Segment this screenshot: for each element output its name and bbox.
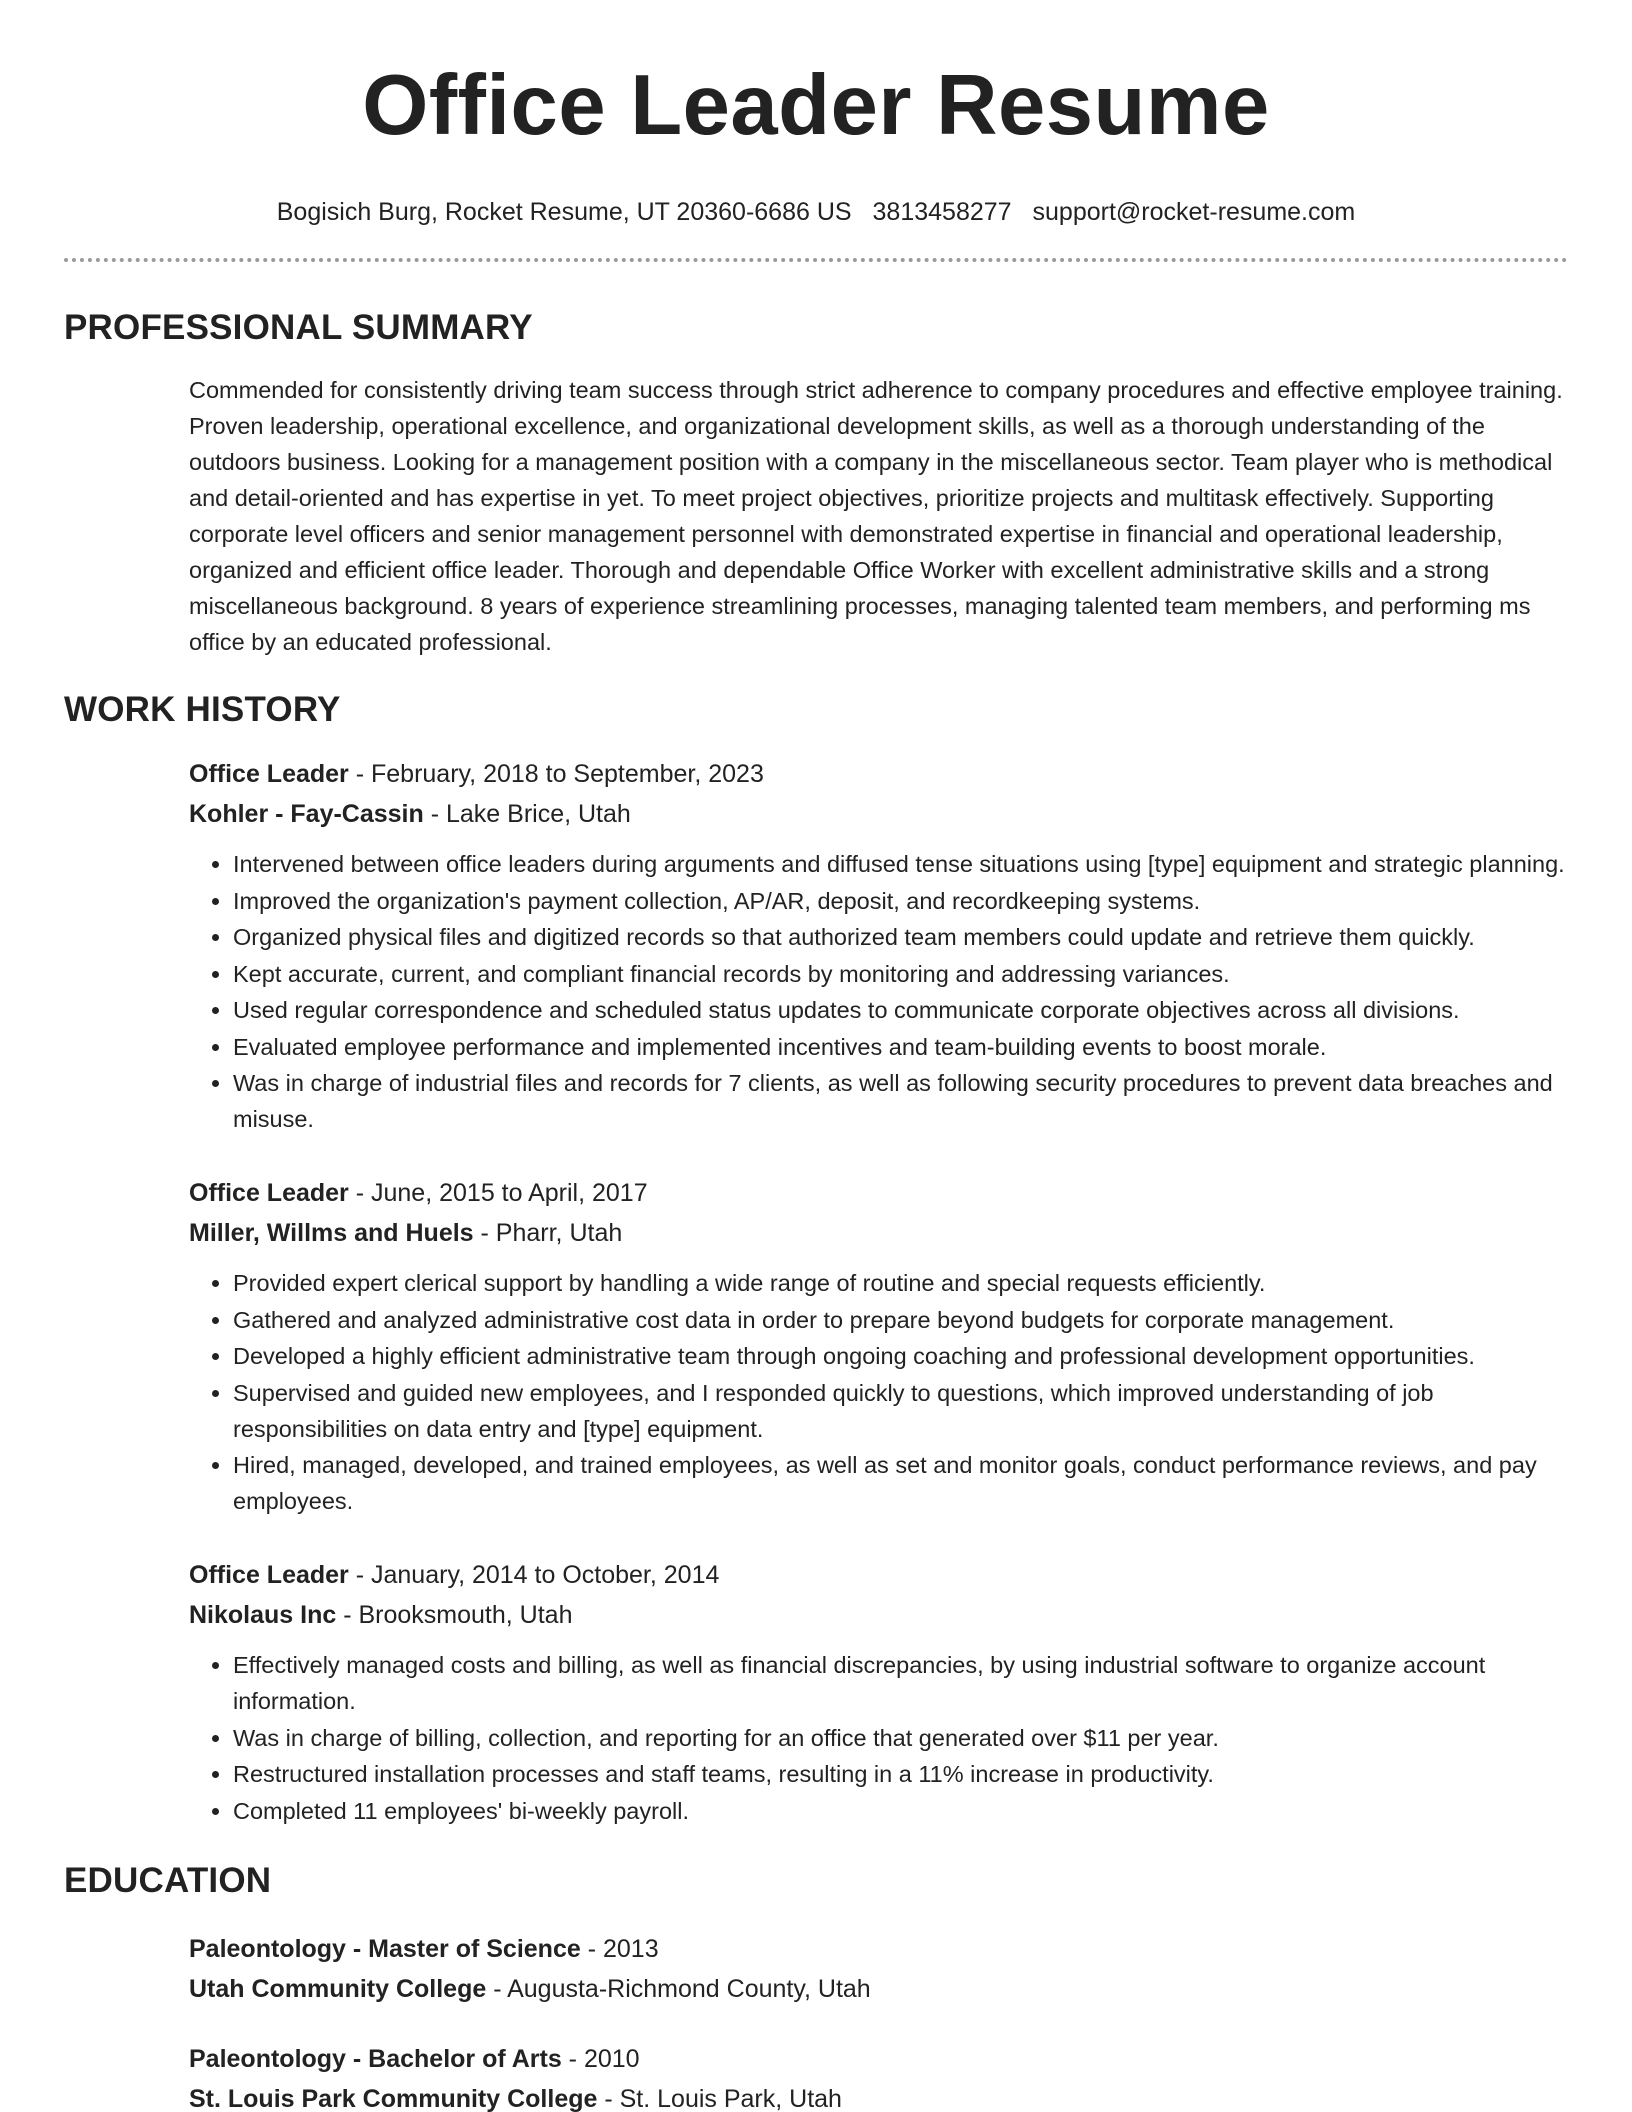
job-bullet: • Evaluated employee performance and implemented incentives and team-building events to boost morale.	[233, 1029, 1568, 1065]
job-bullet: • Improved the organization's payment collection, AP/AR, deposit, and recordkeeping systems.	[233, 883, 1568, 919]
job-bullets	[189, 1265, 1568, 1519]
contact-line	[64, 196, 1568, 228]
job-company-line	[189, 1213, 1568, 1253]
job-bullet: • Gathered and analyzed administrative cost data in order to prepare beyond budgets for corporate management.	[233, 1302, 1568, 1338]
work-history-heading: WORK HISTORY	[64, 690, 341, 729]
job-bullet: • Restructured installation processes and staff teams, resulting in a 11% increase in productivity.	[233, 1756, 1568, 1792]
header-divider	[64, 258, 1568, 262]
job-dates: - June, 2015 to April, 2017	[348, 1179, 648, 1207]
education-location: - Augusta-Richmond County, Utah	[486, 1974, 871, 2003]
job-bullet: • Was in charge of industrial files and records for 7 clients, as well as following security procedures to prevent data breaches and misuse.	[233, 1065, 1568, 1137]
education-year: - 2010	[561, 2044, 640, 2073]
job-title-line	[189, 1555, 1568, 1595]
job-title-line	[189, 754, 1568, 794]
job-bullet: • Was in charge of billing, collection, and reporting for an office that generated over $11 per year.	[233, 1720, 1568, 1756]
job-dates: - January, 2014 to October, 2014	[348, 1561, 720, 1589]
education-school: St. Louis Park Community College	[189, 2084, 598, 2112]
contact-email: support@rocket-resume.com	[1032, 198, 1356, 226]
job-company-line	[189, 1595, 1568, 1635]
education-degree: Paleontology - Bachelor of Arts	[189, 2044, 562, 2073]
job-bullet: • Hired, managed, developed, and trained employees, as well as set and monitor goals, conduct performance reviews, and pay employees.	[233, 1447, 1568, 1519]
job-title: Office Leader	[189, 760, 349, 788]
job-bullet: • Used regular correspondence and scheduled status updates to communicate corporate objectives across all divisions.	[233, 992, 1568, 1028]
job-bullet: • Effectively managed costs and billing, as well as financial discrepancies, by using industrial software to organize account information.	[233, 1647, 1568, 1719]
education-school-line	[189, 1969, 1568, 2009]
job-location: - Pharr, Utah	[473, 1219, 623, 1247]
education-list	[189, 1929, 1568, 2112]
job-bullet: • Developed a highly efficient administrative team through ongoing coaching and professional development opportunities.	[233, 1338, 1568, 1374]
summary-heading: PROFESSIONAL SUMMARY	[64, 308, 533, 347]
job-title: Office Leader	[189, 1561, 349, 1589]
contact-phone: 3813458277	[872, 198, 1012, 226]
summary-text: Commended for consistently driving team success through strict adherence to company procedures and effective employee training. Proven leadership, operational excellence, and organizational development skills, as well as a thorough understanding of the outdoors business. Looking for a management position with a company in the miscellaneous sector. Team player who is methodical and detail-oriented and has expertise in yet. To meet project objectives, prioritize projects and multitask effectively. Supporting corporate level officers and senior management personnel with demonstrated expertise in financial and operational leadership, organized and efficient office leader. Thorough and dependable Office Worker with excellent administrative skills and a strong miscellaneous background. 8 years of experience streamlining processes, managing talented team members, and performing ms office by an educated professional.	[189, 377, 1563, 655]
resume-title: Office Leader Resume	[362, 58, 1270, 153]
job-entry	[189, 1173, 1568, 1519]
job-location: - Lake Brice, Utah	[423, 800, 631, 828]
job-entry	[189, 1555, 1568, 1829]
education-school-line	[189, 2079, 1568, 2112]
job-dates: - February, 2018 to September, 2023	[348, 760, 764, 788]
job-company: Miller, Willms and Huels	[189, 1219, 474, 1247]
job-bullet: • Completed 11 employees' bi-weekly payroll.	[233, 1793, 1568, 1829]
education-year: - 2013	[580, 1934, 659, 1963]
job-bullets	[189, 1647, 1568, 1829]
education-entry	[189, 2039, 1568, 2112]
education-school: Utah Community College	[189, 1974, 487, 2003]
job-bullet: • Kept accurate, current, and compliant financial records by monitoring and addressing variances.	[233, 956, 1568, 992]
job-bullet: • Organized physical files and digitized records so that authorized team members could update and retrieve them quickly.	[233, 919, 1568, 955]
resume-page	[64, 0, 1568, 2112]
contact-address: Bogisich Burg, Rocket Resume, UT 20360-6686 US	[276, 198, 852, 226]
education-entry	[189, 1929, 1568, 2009]
job-location: - Brooksmouth, Utah	[336, 1601, 573, 1629]
education-degree: Paleontology - Master of Science	[189, 1934, 581, 1963]
job-bullets	[189, 846, 1568, 1137]
education-degree-line	[189, 1929, 1568, 1969]
job-entry	[189, 754, 1568, 1137]
education-heading: EDUCATION	[64, 1860, 272, 1900]
job-bullet: • Provided expert clerical support by handling a wide range of routine and special requests efficiently.	[233, 1265, 1568, 1301]
job-company: Nikolaus Inc	[189, 1601, 337, 1629]
job-company: Kohler - Fay-Cassin	[189, 800, 424, 828]
education-degree-line	[189, 2039, 1568, 2079]
job-bullet: • Intervened between office leaders during arguments and diffused tense situations using [type] equipment and strategic planning.	[233, 846, 1568, 882]
job-bullet: • Supervised and guided new employees, and I responded quickly to questions, which improved understanding of job responsibilities on data entry and [type] equipment.	[233, 1375, 1568, 1447]
job-title-line	[189, 1173, 1568, 1213]
education-location: - St. Louis Park, Utah	[597, 2084, 842, 2112]
work-history-list	[189, 754, 1568, 1829]
job-company-line	[189, 794, 1568, 834]
job-title: Office Leader	[189, 1179, 349, 1207]
